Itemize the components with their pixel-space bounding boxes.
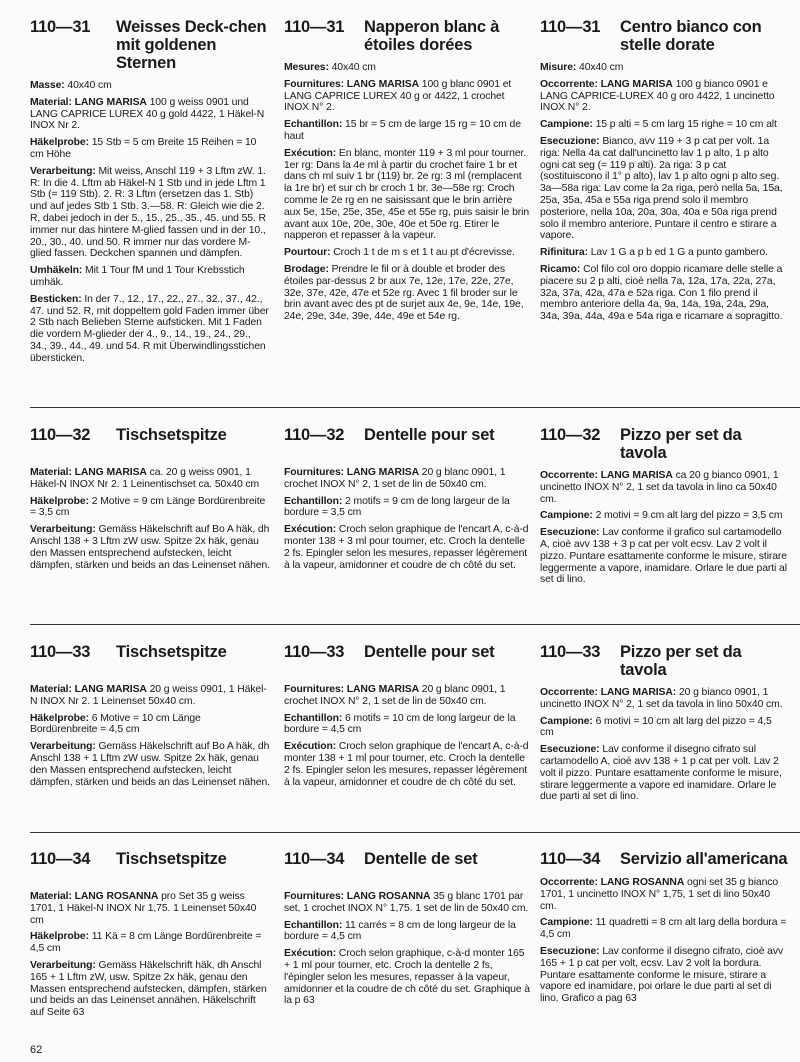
text-paragraph: Ricamo: Col filo col oro doppio ricamare delle stelle a piacere su 2 p alti, cioè nella 7a, 12a, 17a, 22a, 27a, 32a, 37a, 42a, 47a e 52a riga. Con 1 filo prend il membro anteriore della 4a, 9a, 14a, 19a, 24a, 29a, 34a, 39a, 44a, 49a e 54a riga e ricamare a sopragitto. <box>540 263 783 323</box>
text-paragraph: Material: LANG MARISA 100 g weiss 0901 und LANG CAPRICE LUREX 40 g gold 4422, 1 Häkel-N INOX Nr 2. <box>30 96 265 132</box>
pattern-number: 110—32 <box>30 426 91 444</box>
text-paragraph: Mesures: 40x40 cm <box>284 62 376 73</box>
text-paragraph: Häkelprobe: 6 Motive = 10 cm Länge Bordürenbreite = 4,5 cm <box>30 712 201 736</box>
pattern-number: 110—34 <box>30 850 91 868</box>
pattern-title: Servizio all'americana <box>620 850 788 868</box>
column-french <box>284 18 530 328</box>
pattern-title: Dentelle de set <box>364 850 478 868</box>
text-paragraph: Exécution: Croch selon graphique, c-à-d monter 165 + 1 ml pour tourner, etc. Croch la dentelle 2 fs, l'épingler selon les mesures, repasser à la vapeur, amidonner et la coudre de ch côté du set. Graphique à la p 63 <box>284 948 530 1007</box>
text-paragraph: Esecuzione: Lav conforme il grafico sul cartamodello A, cioè avv 138 + 3 p cat per volt ecsv. Lav 2 volt il pizzo. Puntare esattamente conforme le misure, stirare leggermente a vapore, inamidare. Orlare le due parti al set di lino. <box>540 527 787 586</box>
text-paragraph: Campione: 6 motivi = 10 cm alt larg del pizzo = 4,5 cm <box>540 715 772 739</box>
text-paragraph: Echantillon: 6 motifs = 10 cm de long largeur de la bordure = 4,5 cm <box>284 712 516 736</box>
text-paragraph: Echantillon: 15 br = 5 cm de large 15 rg = 10 cm de haut <box>284 119 521 142</box>
pattern-title: Tischsetspitze <box>116 643 227 661</box>
text-paragraph: Campione: 2 motivi = 9 cm alt larg del pizzo = 3,5 cm <box>540 510 783 522</box>
pattern-number: 110—34 <box>284 850 345 868</box>
text-paragraph: Esecuzione: Bianco, avv 119 + 3 p cat per volt. 1a riga: Nella 4a cat dall'uncinetto lav 1 p alto, 1 p alto ogni cat seg (= 119 p alti). 2a riga: 3 p cat (sostituiscono il 1° p alto), lav 1 p alto ogni p alto seg. 3a—58a riga: Lav come la 2a riga, però nella 5a, 15a, 25a, 35a, 45a e 55a riga prend solo il membro posteriore, nella 10a, 20a, 30a, 40a e 50a riga prend solo il membro anteriore. Puntare il centro e stirare a vapore. <box>540 135 783 242</box>
section-110-31 <box>0 18 800 398</box>
text-paragraph: Umhäkeln: Mit 1 Tour fM und 1 Tour Krebsstich umhäk. <box>30 265 245 288</box>
text-paragraph: Echantillon: 2 motifs = 9 cm de long largeur de la bordure = 3,5 cm <box>284 495 510 519</box>
text-paragraph: Besticken: In der 7., 12., 17., 22., 27., 32., 37., 42., 47. und 52. R, mit doppeltem gold Faden immer über 2 Stb nach Belieben Sterne aufsticken. Mit 1 Faden die vordern M-glieder der 4., 9., 14., 19., 24., 29., 34., 39., 44., 49. und 54. R mit Überwindlingsstichen übersticken. <box>30 293 269 364</box>
text-paragraph: Brodage: Prendre le fil or à double et broder des étoiles par-dessus 2 br aux 7e, 12e, 17e, 22e, 27e, 32e, 37e, 42e, 47e et 52e rg. Avec 1 fil broder sur le brin avant avec des pt de surjet aux 4e, 9e, 14e, 19e, 24e, 29e, 34e, 39e, 44e, 49e et 54e rg. <box>284 263 524 323</box>
text-paragraph: Esecuzione: Lav conforme il disegno cifrato, cioè avv 165 + 1 p cat per volt, ecsv. Lav 2 volt la bordura. Puntare esattamente conforme le misure, stirare a vapore ed inamidare, poi orlare le due parti al set di lino. Grafico a pag 63 <box>540 945 784 1005</box>
text-paragraph: Häkelprobe: 15 Stb = 5 cm Breite 15 Reihen = 10 cm Höhe <box>30 137 257 160</box>
column-german <box>30 643 270 793</box>
text-paragraph: Exécution: Croch selon graphique de l'encart A, c-à-d monter 138 + 1 ml pour tourner, etc. Croch la dentelle 2 fs. Epingler selon les mesures, repasser légèrement à la vapeur, amidonner et coudre de ch côté du set. <box>284 741 529 788</box>
column-french <box>284 643 530 793</box>
section-divider <box>30 624 800 625</box>
pattern-title: Pizzo per set da tavola <box>620 643 742 679</box>
text-paragraph: Exécution: Croch selon graphique de l'encart A, c-à-d monter 138 + 3 ml pour tourner, etc. Croch la dentelle 2 fs. Epingler selon les mesures, repasser légèrement à la vapeur, amidonner et coudre de ch côté du set. <box>284 524 529 571</box>
section-110-33 <box>0 643 800 823</box>
section-divider <box>30 832 800 833</box>
text-paragraph: Verarbeitung: Mit weiss, Anschl 119 + 3 Lftm zW. 1. R: In die 4. Lftm ab Häkel-N 1 Stb und in jede Lftm 1 Stb (= 119 Stb). 2. R: 3 Lftm (ersetzen das 1. Stb) und auf jedes Stb 1 Stb. 3.—58. R: Gleich wie die 2. R, dabei jedoch in der 5., 15., 25., 35., 45. und 55. R immer nur das hintere M-glied fassen und in der 10., 20., 30., 40. und 50. R immer nur das vordere M-glied fassen. Deckchen spannen und dämpfen. <box>30 165 266 260</box>
pattern-title: Napperon blanc à étoiles dorées <box>364 18 500 54</box>
pattern-number: 110—33 <box>30 643 91 661</box>
text-paragraph: Verarbeitung: Gemäss Häkelschrift auf Bo A häk, dh Anschl 138 + 1 Lftm zW usw. Spitze 2x häk, genau den Massen entsprechend aufstecken, leicht dämpfen, stärken und beids an das Leinenset nähen. <box>30 741 270 788</box>
pattern-title: Dentelle pour set <box>364 426 495 444</box>
text-paragraph: Campione: 11 quadretti = 8 cm alt larg della bordura = 4,5 cm <box>540 917 787 941</box>
section-110-34 <box>0 850 800 1040</box>
text-paragraph: Misure: 40x40 cm <box>540 62 624 73</box>
pattern-title: Tischsetspitze <box>116 850 227 868</box>
column-german <box>30 426 270 576</box>
text-paragraph: Fournitures: LANG MARISA 20 g blanc 0901, 1 crochet INOX N° 2, 1 set de lin de 50x40 cm. <box>284 684 506 707</box>
text-paragraph: Occorrente: LANG MARISA 100 g bianco 0901 e LANG CAPRICE-LUREX 40 g oro 4422, 1 uncinetto INOX N° 2. <box>540 78 775 114</box>
text-paragraph: Material: LANG MARISA ca. 20 g weiss 0901, 1 Häkel-N INOX Nr 2. 1 Leinentischset ca. 50x40 cm <box>30 467 260 490</box>
pattern-number: 110—32 <box>540 426 601 444</box>
text-paragraph: Verarbeitung: Gemäss Häkelschrift auf Bo A häk, dh Anschl 138 + 3 Lftm zW usw. Spitze 2x häk, genau den Massen entsprechend aufstecken, leicht dämpfen, stärken und beids an das Leinenset nähen. <box>30 524 270 571</box>
text-paragraph: Campione: 15 p alti = 5 cm larg 15 righe = 10 cm alt <box>540 119 777 131</box>
text-paragraph: Esecuzione: Lav conforme il disegno cifrato sul cartamodello A, cioè avv 138 + 1 p cat per volt. Lav 2 volt il pizzo. Puntare esattamente conforme le misure, stirare leggermente a vapore ed inamidare. Orlare le due parti al set di lino. <box>540 744 782 803</box>
pattern-number: 110—34 <box>540 850 601 868</box>
section-110-32 <box>0 426 800 616</box>
column-french <box>284 426 530 576</box>
pattern-title: Tischsetspitze <box>116 426 227 444</box>
text-paragraph: Fournitures: LANG ROSANNA 35 g blanc 1701 par set, 1 crochet INOX N° 1,75. 1 set de lin de 50x40 cm. <box>284 891 529 914</box>
pattern-number: 110—33 <box>284 643 345 661</box>
pattern-number: 110—32 <box>284 426 345 444</box>
pattern-title: Dentelle pour set <box>364 643 495 661</box>
text-paragraph: Echantillon: 11 carrés = 8 cm de long largeur de la bordure = 4,5 cm <box>284 919 516 943</box>
column-german <box>30 850 270 1024</box>
text-paragraph: Verarbeitung: Gemäss Häkelschrift häk, dh Anschl 165 + 1 Lftm zW, usw. Spitze 2x häk, genau den Massen entsprechend aufstecken, dämpfen, stärken und beids an das Leinenset annähen. Häkelschrift auf Seite 63 <box>30 959 267 1019</box>
text-paragraph: Occorrente: LANG MARISA ca 20 g bianco 0901, 1 uncinetto INOX N° 2, 1 set da tavola in lino ca 50x40 cm. <box>540 470 779 505</box>
section-divider <box>30 407 800 408</box>
column-italian <box>540 643 788 808</box>
column-french <box>284 850 530 1012</box>
text-paragraph: Occorrente: LANG ROSANNA ogni set 35 g bianco 1701, 1 uncinetto INOX N° 1,75, 1 set di lino 50x40 cm. <box>540 877 779 912</box>
text-paragraph: Rifinitura: Lav 1 G a p b ed 1 G a punto gambero. <box>540 247 768 259</box>
pattern-title: Weisses Deck-chen mit goldenen Sternen <box>116 18 267 72</box>
text-paragraph: Exécution: En blanc, monter 119 + 3 ml pour tourner. 1er rg: Dans la 4e ml à partir du crochet faire 1 br et dans ch ml suiv 1 br (119) br. 2e rg: 3 ml (remplacent la 1re br) et sur ch br croch 1 br. 3e—58e rg: Croch comme le 2e rg en ne saisissant que le brin arrière aux 5e, 15e, 25e, 35e, 45e et 55e rg, puis saisir le brin avant aux 10e, 20e, 30e, 40e et 50e rg. Etirer le napperon et repasser à la vapeur. <box>284 147 529 242</box>
pattern-title: Pizzo per set da tavola <box>620 426 742 462</box>
text-paragraph: Häkelprobe: 11 Kä = 8 cm Länge Bordürenbreite = 4,5 cm <box>30 931 262 955</box>
column-german <box>30 18 270 370</box>
column-italian <box>540 850 788 1010</box>
text-paragraph: Material: LANG MARISA 20 g weiss 0901, 1 Häkel-N INOX Nr 2. 1 Leinenset 50x40 cm. <box>30 684 267 707</box>
text-paragraph: Material: LANG ROSANNA pro Set 35 g weiss 1701, 1 Häkel-N INOX Nr 1,75. 1 Leinenset 50x40 cm <box>30 891 257 926</box>
text-paragraph: Masse: 40x40 cm <box>30 80 112 91</box>
pattern-title: Centro bianco con stelle dorate <box>620 18 762 54</box>
page-number: 62 <box>30 1044 43 1056</box>
column-italian <box>540 426 788 591</box>
text-paragraph: Fournitures: LANG MARISA 20 g blanc 0901, 1 crochet INOX N° 2, 1 set de lin de 50x40 cm. <box>284 467 506 490</box>
column-italian <box>540 18 788 328</box>
text-paragraph: Fournitures: LANG MARISA 100 g blanc 0901 et LANG CAPRICE LUREX 40 g or 4422, 1 crochet INOX N° 2. <box>284 78 512 114</box>
pattern-number: 110—31 <box>284 18 345 36</box>
pattern-number: 110—33 <box>540 643 601 661</box>
pattern-number: 110—31 <box>30 18 91 36</box>
text-paragraph: Häkelprobe: 2 Motive = 9 cm Länge Bordürenbreite = 3,5 cm <box>30 495 266 519</box>
text-paragraph: Occorrente: LANG MARISA: 20 g bianco 0901, 1 uncinetto INOX N° 2, 1 set da tavola in lino 50x40 cm. <box>540 687 783 710</box>
text-paragraph: Pourtour: Croch 1 t de m s et 1 t au pt d'écrevisse. <box>284 247 515 259</box>
pattern-number: 110—31 <box>540 18 601 36</box>
